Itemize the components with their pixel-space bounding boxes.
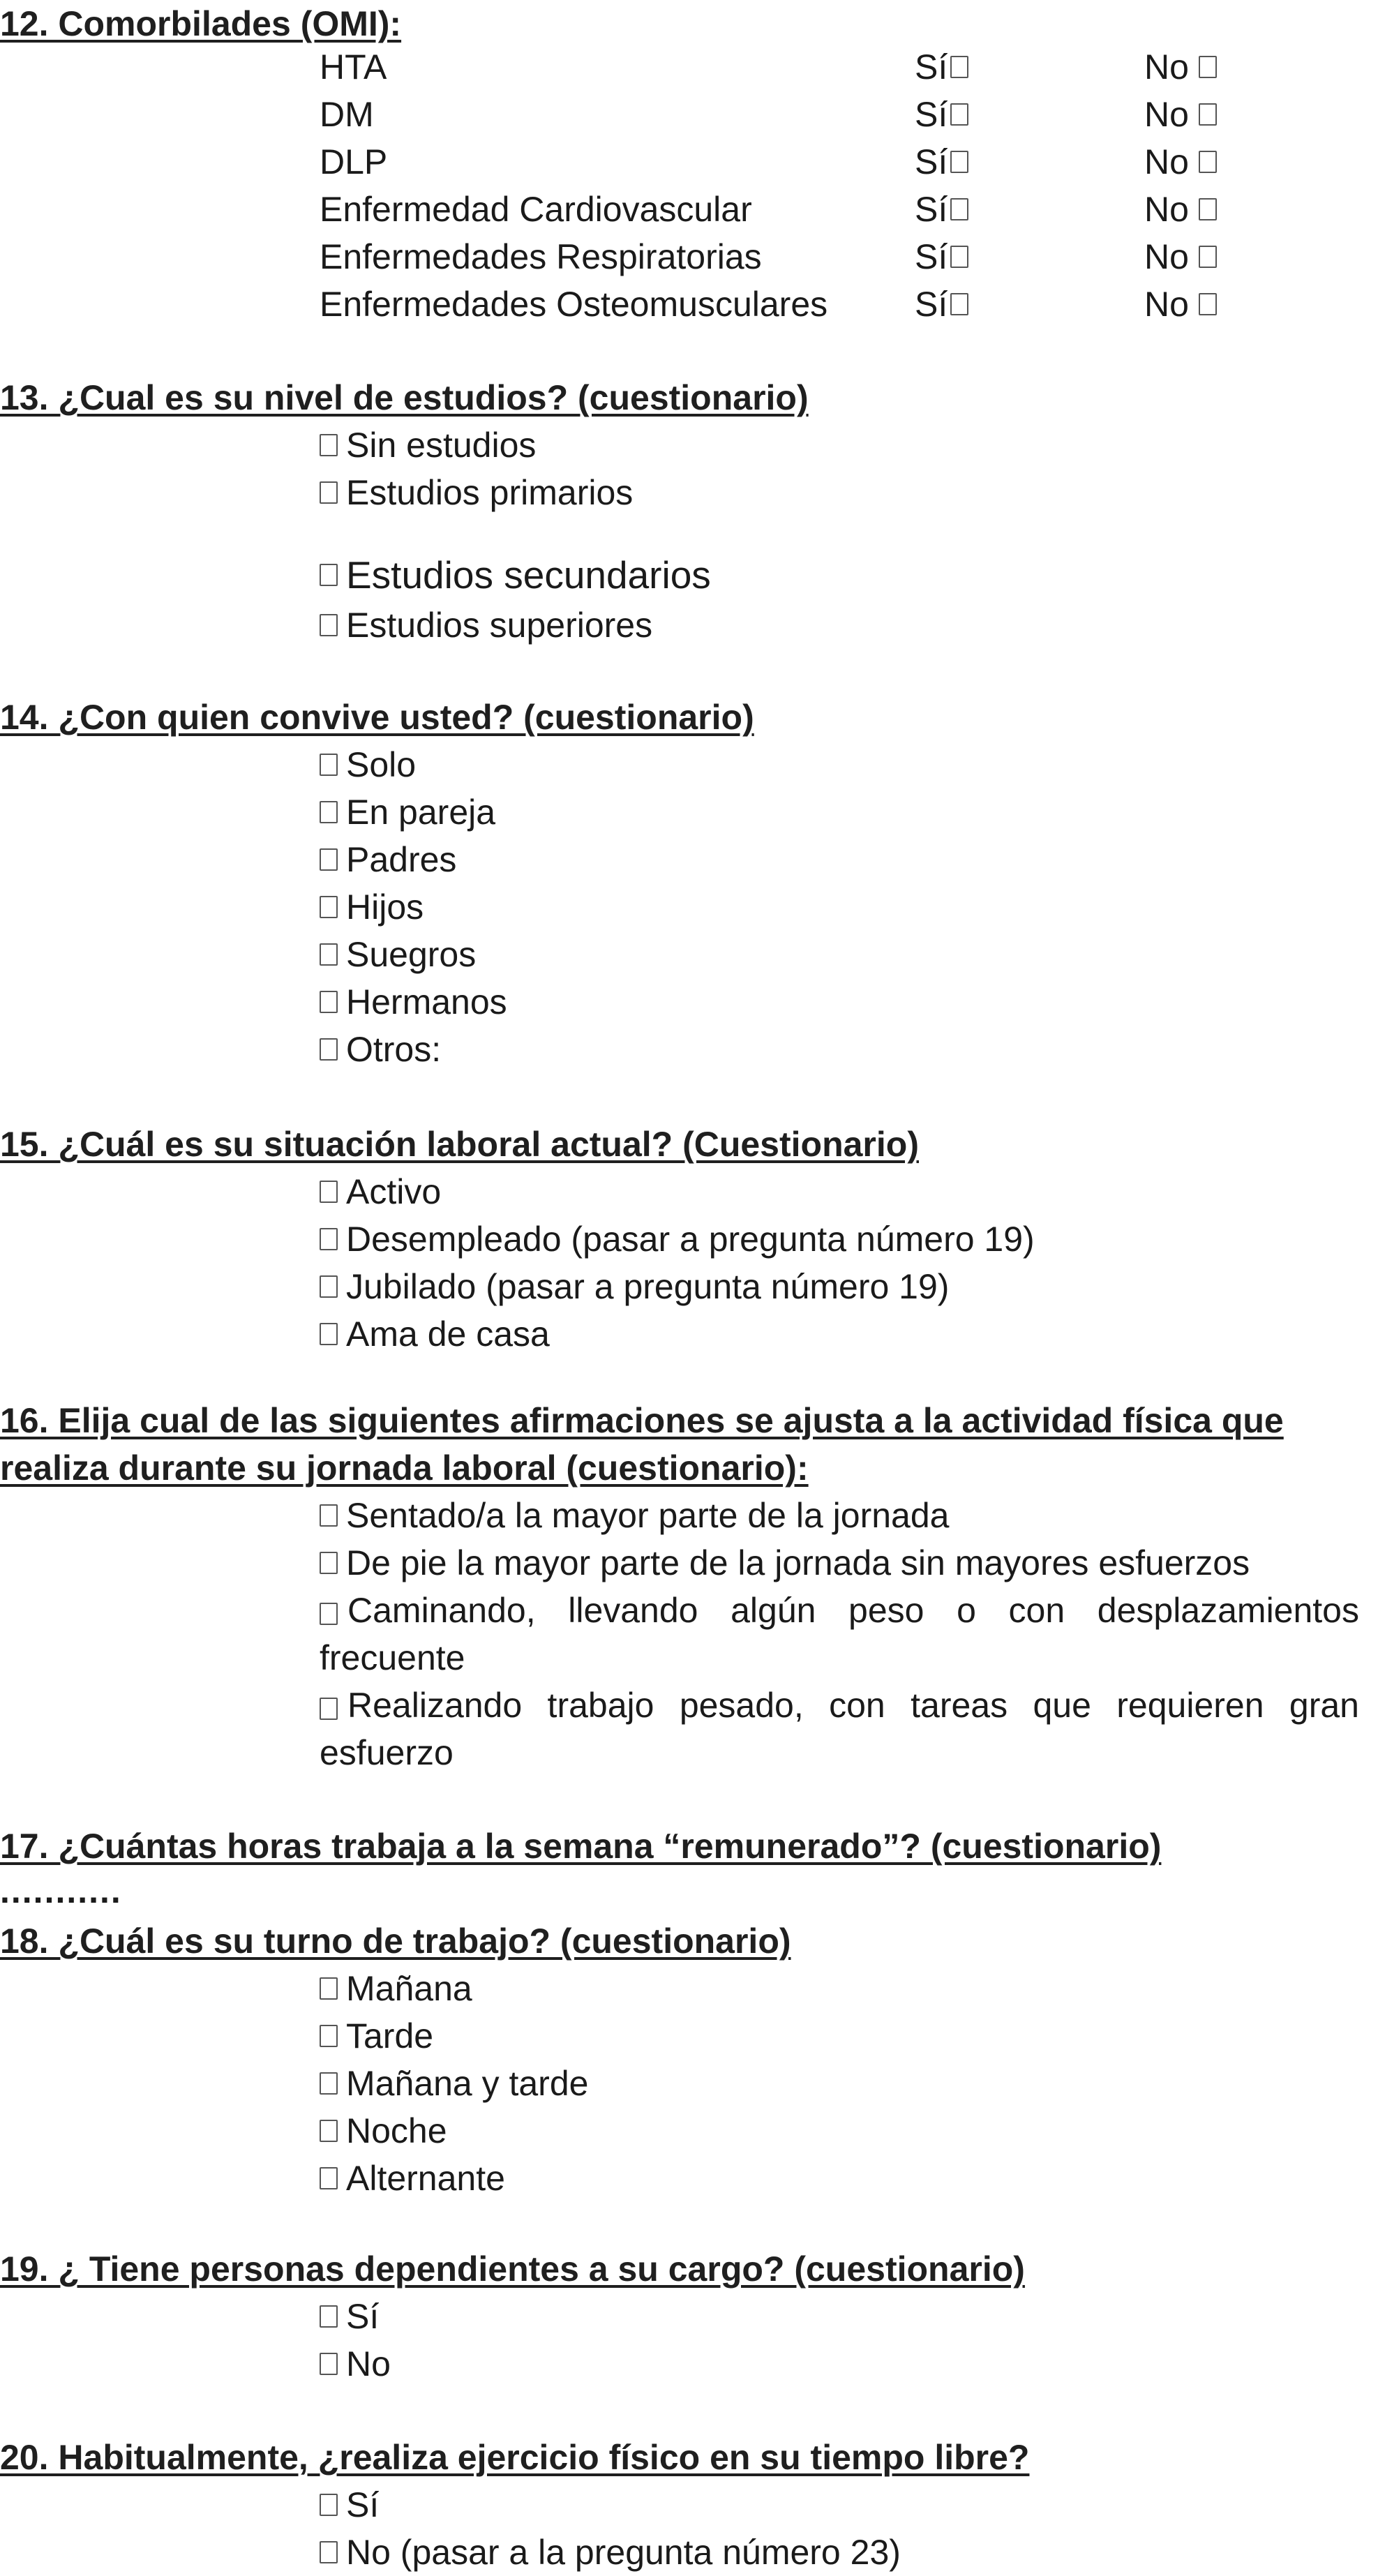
cohabitation-option-alone[interactable] xyxy=(320,741,416,788)
comorbidity-label-dm: DM xyxy=(320,95,374,134)
option-label: Noche xyxy=(346,2111,447,2150)
comorbidity-no-osteomuscular[interactable] xyxy=(1144,280,1217,328)
no-label: No xyxy=(1144,285,1189,324)
comorbidity-no-dlp[interactable] xyxy=(1144,138,1217,186)
comorbidity-label-dlp: DLP xyxy=(320,142,388,181)
shift-option-night[interactable] xyxy=(320,2107,447,2155)
education-option-primary[interactable] xyxy=(320,469,633,516)
option-label: Desempleado (pasar a pregunta número 19) xyxy=(346,1220,1035,1259)
yes-label: Sí xyxy=(915,285,948,324)
cohabitation-option-others[interactable] xyxy=(320,1026,441,1073)
checkbox-icon[interactable] xyxy=(950,151,968,173)
question-15-title: 15. ¿Cuál es su situación laboral actual? (Cuestionario) xyxy=(0,1125,919,1164)
question-20-title: 20. Habitualmente, ¿realiza ejercicio físico en su tiempo libre? xyxy=(0,2438,1030,2477)
question-14-title: 14. ¿Con quien convive usted? (cuestionario) xyxy=(0,698,754,737)
comorbidity-label-cardiovascular: Enfermedad Cardiovascular xyxy=(320,190,752,229)
checkbox-icon[interactable] xyxy=(320,2167,338,2189)
comorbidity-yes-respiratory[interactable] xyxy=(915,233,968,280)
option-label: Solo xyxy=(346,745,417,784)
option-label: Hermanos xyxy=(346,982,507,1021)
employment-option-active[interactable] xyxy=(320,1168,441,1215)
option-label: Suegros xyxy=(346,935,477,974)
checkbox-icon[interactable] xyxy=(320,2494,338,2516)
option-label: Hijos xyxy=(346,888,424,927)
checkbox-icon[interactable] xyxy=(320,1603,338,1625)
option-label: No xyxy=(346,2344,391,2383)
checkbox-icon[interactable] xyxy=(1199,293,1217,315)
option-label: Sí xyxy=(346,2297,380,2336)
question-17-title: 17. ¿Cuántas horas trabaja a la semana “remunerado”? (cuestionario) xyxy=(0,1827,1162,1866)
option-label: Tarde xyxy=(346,2016,434,2055)
option-label: Padres xyxy=(346,840,457,879)
checkbox-icon[interactable] xyxy=(320,1504,338,1527)
checkbox-icon[interactable] xyxy=(320,1552,338,1574)
comorbidity-yes-hta[interactable] xyxy=(915,43,968,91)
comorbidity-yes-dlp[interactable] xyxy=(915,138,968,186)
option-label: Caminando, llevando algún peso o con desplazamientos frecuente xyxy=(320,1591,1359,1677)
option-label: Mañana y tarde xyxy=(346,2064,589,2103)
checkbox-icon[interactable] xyxy=(320,754,338,776)
comorbidity-label-osteomuscular: Enfermedades Osteomusculares xyxy=(320,285,828,324)
comorbidity-no-dm[interactable] xyxy=(1144,91,1217,138)
hours-answer-blank[interactable]: ........... xyxy=(0,1871,122,1910)
checkbox-icon[interactable] xyxy=(950,198,968,220)
checkbox-icon[interactable] xyxy=(320,2025,338,2047)
option-label: Sí xyxy=(346,2485,380,2524)
exercise-option-no[interactable] xyxy=(320,2529,901,2576)
dependents-option-yes[interactable] xyxy=(320,2293,379,2340)
cohabitation-option-children[interactable] xyxy=(320,883,424,931)
checkbox-icon[interactable] xyxy=(320,1181,338,1203)
dependents-option-no[interactable] xyxy=(320,2340,391,2388)
option-label: En pareja xyxy=(346,793,496,832)
question-16-title: 16. Elija cual de las siguientes afirmaciones se ajusta a la actividad física que realiza durante su jornada laboral (cuestionario): xyxy=(0,1401,1284,1488)
no-label: No xyxy=(1144,142,1189,181)
question-12-title: 12. Comorbilades (OMI): xyxy=(0,4,402,43)
checkbox-icon[interactable] xyxy=(320,1977,338,2000)
checkbox-icon[interactable] xyxy=(320,2541,338,2563)
yes-label: Sí xyxy=(915,237,948,276)
shift-option-morning-afternoon[interactable] xyxy=(320,2060,588,2107)
checkbox-icon[interactable] xyxy=(1199,198,1217,220)
option-label: Activo xyxy=(346,1172,442,1211)
checkbox-icon[interactable] xyxy=(1199,103,1217,126)
question-13-title: 13. ¿Cual es su nivel de estudios? (cuestionario) xyxy=(0,378,809,417)
option-label: Otros: xyxy=(346,1030,442,1069)
checkbox-icon[interactable] xyxy=(320,614,338,636)
option-label: De pie la mayor parte de la jornada sin mayores esfuerzos xyxy=(346,1543,1250,1582)
option-label: Jubilado (pasar a pregunta número 19) xyxy=(346,1267,950,1306)
checkbox-icon[interactable] xyxy=(320,1323,338,1345)
question-18-title: 18. ¿Cuál es su turno de trabajo? (cuestionario) xyxy=(0,1922,791,1961)
checkbox-icon[interactable] xyxy=(320,434,338,456)
option-label: Sentado/a la mayor parte de la jornada xyxy=(346,1496,950,1535)
comorbidity-yes-cardiovascular[interactable] xyxy=(915,186,968,233)
checkbox-icon[interactable] xyxy=(320,2353,338,2375)
yes-label: Sí xyxy=(915,190,948,229)
option-label: Alternante xyxy=(346,2159,505,2198)
question-19-title: 19. ¿ Tiene personas dependientes a su cargo? (cuestionario) xyxy=(0,2249,1025,2289)
checkbox-icon[interactable] xyxy=(320,896,338,918)
option-label: No (pasar a la pregunta número 23) xyxy=(346,2533,901,2572)
checkbox-icon[interactable] xyxy=(950,56,968,78)
no-label: No xyxy=(1144,237,1189,276)
checkbox-icon[interactable] xyxy=(1199,151,1217,173)
option-label: Ama de casa xyxy=(346,1315,550,1354)
cohabitation-option-in-laws[interactable] xyxy=(320,931,476,978)
cohabitation-option-siblings[interactable] xyxy=(320,978,507,1026)
comorbidity-no-hta[interactable] xyxy=(1144,43,1217,91)
comorbidity-label-hta: HTA xyxy=(320,47,387,87)
checkbox-icon[interactable] xyxy=(320,943,338,966)
cohabitation-option-partner[interactable] xyxy=(320,788,495,836)
yes-label: Sí xyxy=(915,47,948,87)
employment-option-homemaker[interactable] xyxy=(320,1310,550,1358)
checkbox-icon[interactable] xyxy=(320,1698,338,1720)
education-option-secondary[interactable] xyxy=(320,551,711,599)
no-label: No xyxy=(1144,47,1189,87)
checkbox-icon[interactable] xyxy=(1199,246,1217,268)
comorbidity-no-respiratory[interactable] xyxy=(1144,233,1217,280)
shift-option-afternoon[interactable] xyxy=(320,2012,433,2060)
activity-option-walking[interactable] xyxy=(320,1587,1359,1682)
yes-label: Sí xyxy=(915,142,948,181)
no-label: No xyxy=(1144,95,1189,134)
comorbidity-yes-osteomuscular[interactable] xyxy=(915,280,968,328)
activity-option-seated[interactable] xyxy=(320,1492,949,1539)
checkbox-icon[interactable] xyxy=(950,103,968,126)
checkbox-icon[interactable] xyxy=(320,564,338,586)
checkbox-icon[interactable] xyxy=(320,991,338,1013)
checkbox-icon[interactable] xyxy=(320,848,338,871)
employment-option-retired[interactable] xyxy=(320,1263,949,1310)
option-label: Estudios superiores xyxy=(346,606,653,645)
comorbidity-label-respiratory: Enfermedades Respiratorias xyxy=(320,237,762,276)
option-label: Sin estudios xyxy=(346,426,537,465)
education-option-higher[interactable] xyxy=(320,601,652,649)
no-label: No xyxy=(1144,190,1189,229)
education-option-none[interactable] xyxy=(320,421,536,469)
yes-label: Sí xyxy=(915,95,948,134)
option-label: Realizando trabajo pesado, con tareas que requieren gran esfuerzo xyxy=(320,1686,1359,1772)
comorbidity-no-cardiovascular[interactable] xyxy=(1144,186,1217,233)
checkbox-icon[interactable] xyxy=(320,1275,338,1298)
employment-option-unemployed[interactable] xyxy=(320,1215,1035,1263)
checkbox-icon[interactable] xyxy=(950,293,968,315)
option-label: Mañana xyxy=(346,1969,472,2008)
shift-option-morning[interactable] xyxy=(320,1965,472,2012)
cohabitation-option-parents[interactable] xyxy=(320,836,456,883)
shift-option-rotating[interactable] xyxy=(320,2155,505,2202)
option-label: Estudios secundarios xyxy=(346,553,711,597)
option-label: Estudios primarios xyxy=(346,473,634,512)
checkbox-icon[interactable] xyxy=(320,2305,338,2328)
comorbidity-yes-dm[interactable] xyxy=(915,91,968,138)
checkbox-icon[interactable] xyxy=(320,801,338,823)
exercise-option-yes[interactable] xyxy=(320,2481,379,2529)
checkbox-icon[interactable] xyxy=(320,1228,338,1250)
checkbox-icon[interactable] xyxy=(950,246,968,268)
checkbox-icon[interactable] xyxy=(1199,56,1217,78)
checkbox-icon[interactable] xyxy=(320,481,338,504)
activity-option-standing[interactable] xyxy=(320,1539,1250,1587)
activity-option-heavy-work[interactable] xyxy=(320,1682,1359,1776)
checkbox-icon[interactable] xyxy=(320,2120,338,2142)
checkbox-icon[interactable] xyxy=(320,1038,338,1061)
checkbox-icon[interactable] xyxy=(320,2072,338,2095)
